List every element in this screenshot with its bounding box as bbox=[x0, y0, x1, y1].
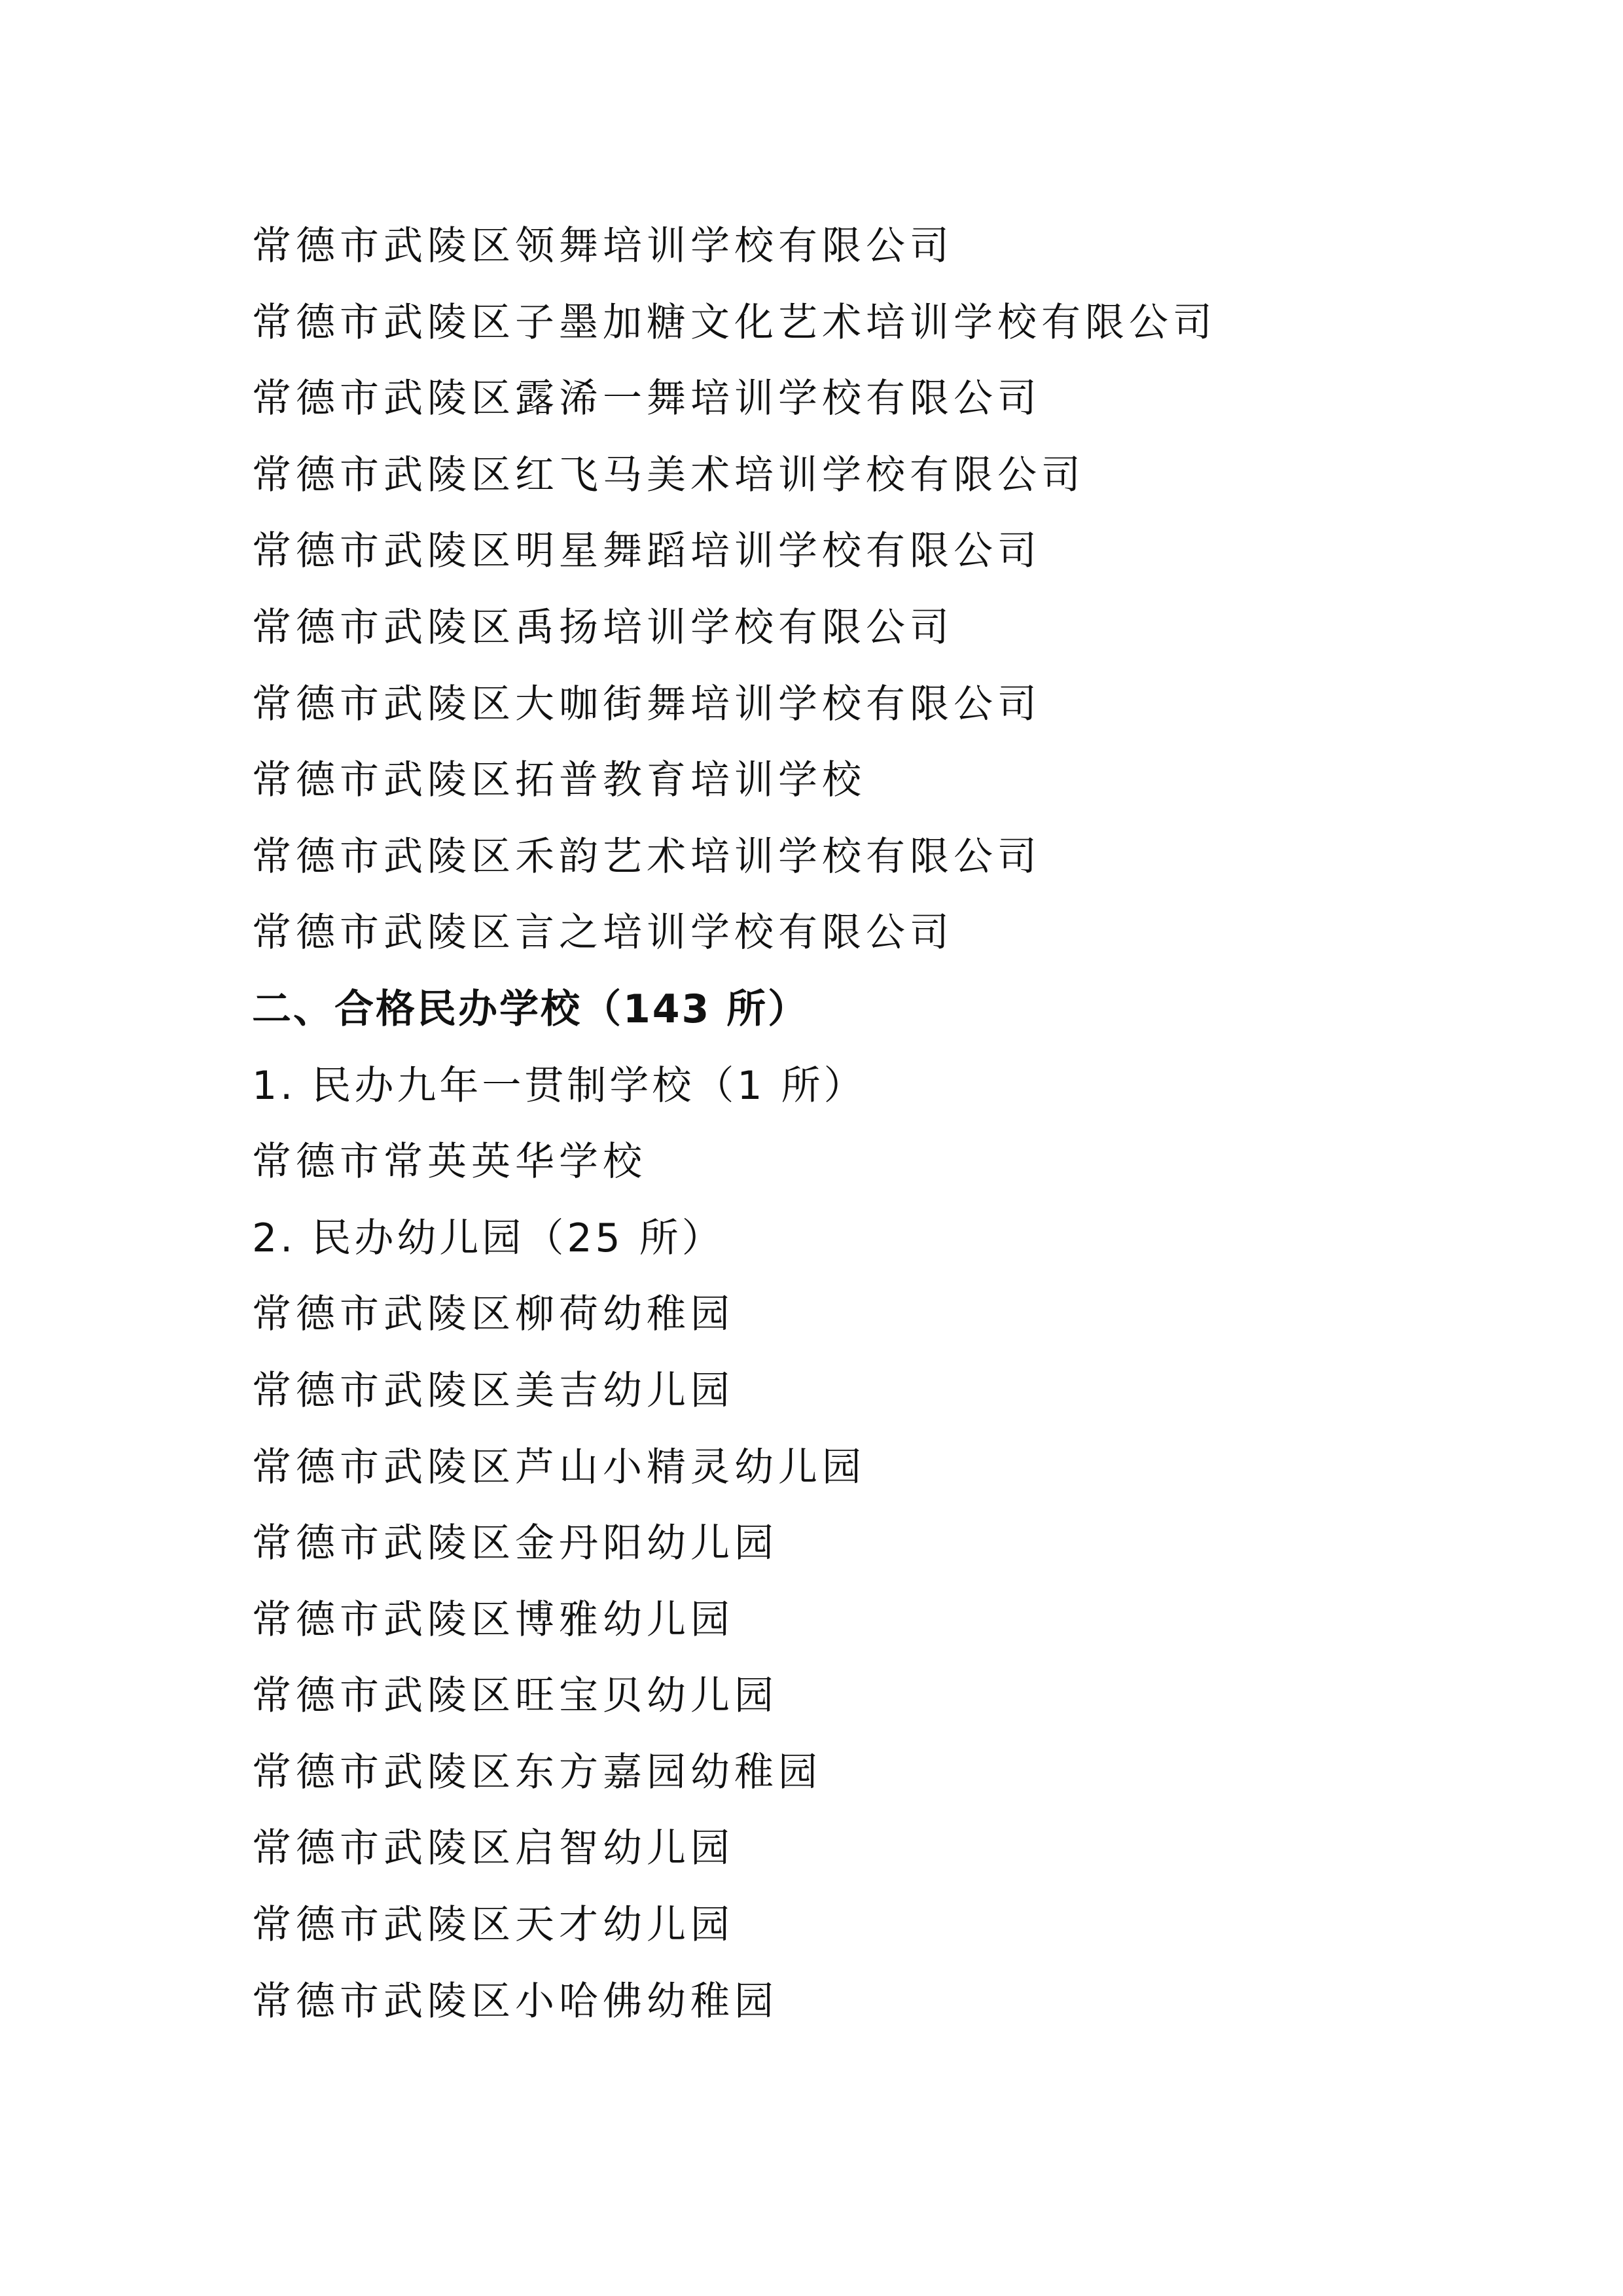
list-item: 常德市武陵区明星舞蹈培训学校有限公司 bbox=[252, 528, 1041, 575]
list-item: 常德市武陵区柳荷幼稚园 bbox=[252, 1291, 734, 1338]
list-item: 常德市武陵区言之培训学校有限公司 bbox=[252, 910, 954, 956]
list-item: 常德市武陵区子墨加糖文化艺术培训学校有限公司 bbox=[252, 299, 1217, 346]
list-item: 常德市武陵区红飞马美术培训学校有限公司 bbox=[252, 452, 1085, 498]
list-item: 常德市武陵区美吉幼儿园 bbox=[252, 1367, 734, 1414]
list-item: 常德市武陵区博雅幼儿园 bbox=[252, 1596, 734, 1643]
list-item: 常德市武陵区天才幼儿园 bbox=[252, 1902, 734, 1948]
list-item: 常德市武陵区禾韵艺术培训学校有限公司 bbox=[252, 833, 1041, 880]
list-item: 常德市武陵区金丹阳幼儿园 bbox=[252, 1520, 778, 1567]
list-item: 常德市武陵区大咖街舞培训学校有限公司 bbox=[252, 681, 1041, 727]
list-item: 常德市武陵区露浠一舞培训学校有限公司 bbox=[252, 376, 1041, 422]
list-item: 常德市武陵区东方嘉园幼稚园 bbox=[252, 1749, 822, 1795]
school-list bbox=[252, 208, 1561, 2039]
section-heading: 二、合格民办学校（143 所） bbox=[252, 986, 810, 1032]
list-item: 常德市武陵区拓普教育培训学校 bbox=[252, 757, 866, 804]
list-item: 常德市武陵区禹扬培训学校有限公司 bbox=[252, 604, 954, 651]
list-item: 常德市常英英华学校 bbox=[252, 1139, 647, 1185]
subsection-heading: 2. 民办幼儿园（25 所） bbox=[252, 1215, 724, 1261]
subsection-heading: 1. 民办九年一贯制学校（1 所） bbox=[252, 1062, 866, 1109]
list-item: 常德市武陵区芦山小精灵幼儿园 bbox=[252, 1444, 866, 1490]
list-item: 常德市武陵区旺宝贝幼儿园 bbox=[252, 1673, 778, 1719]
list-item: 常德市武陵区启智幼儿园 bbox=[252, 1825, 734, 1872]
list-item: 常德市武陵区领舞培训学校有限公司 bbox=[252, 223, 954, 269]
list-item: 常德市武陵区小哈佛幼稚园 bbox=[252, 1978, 778, 2024]
